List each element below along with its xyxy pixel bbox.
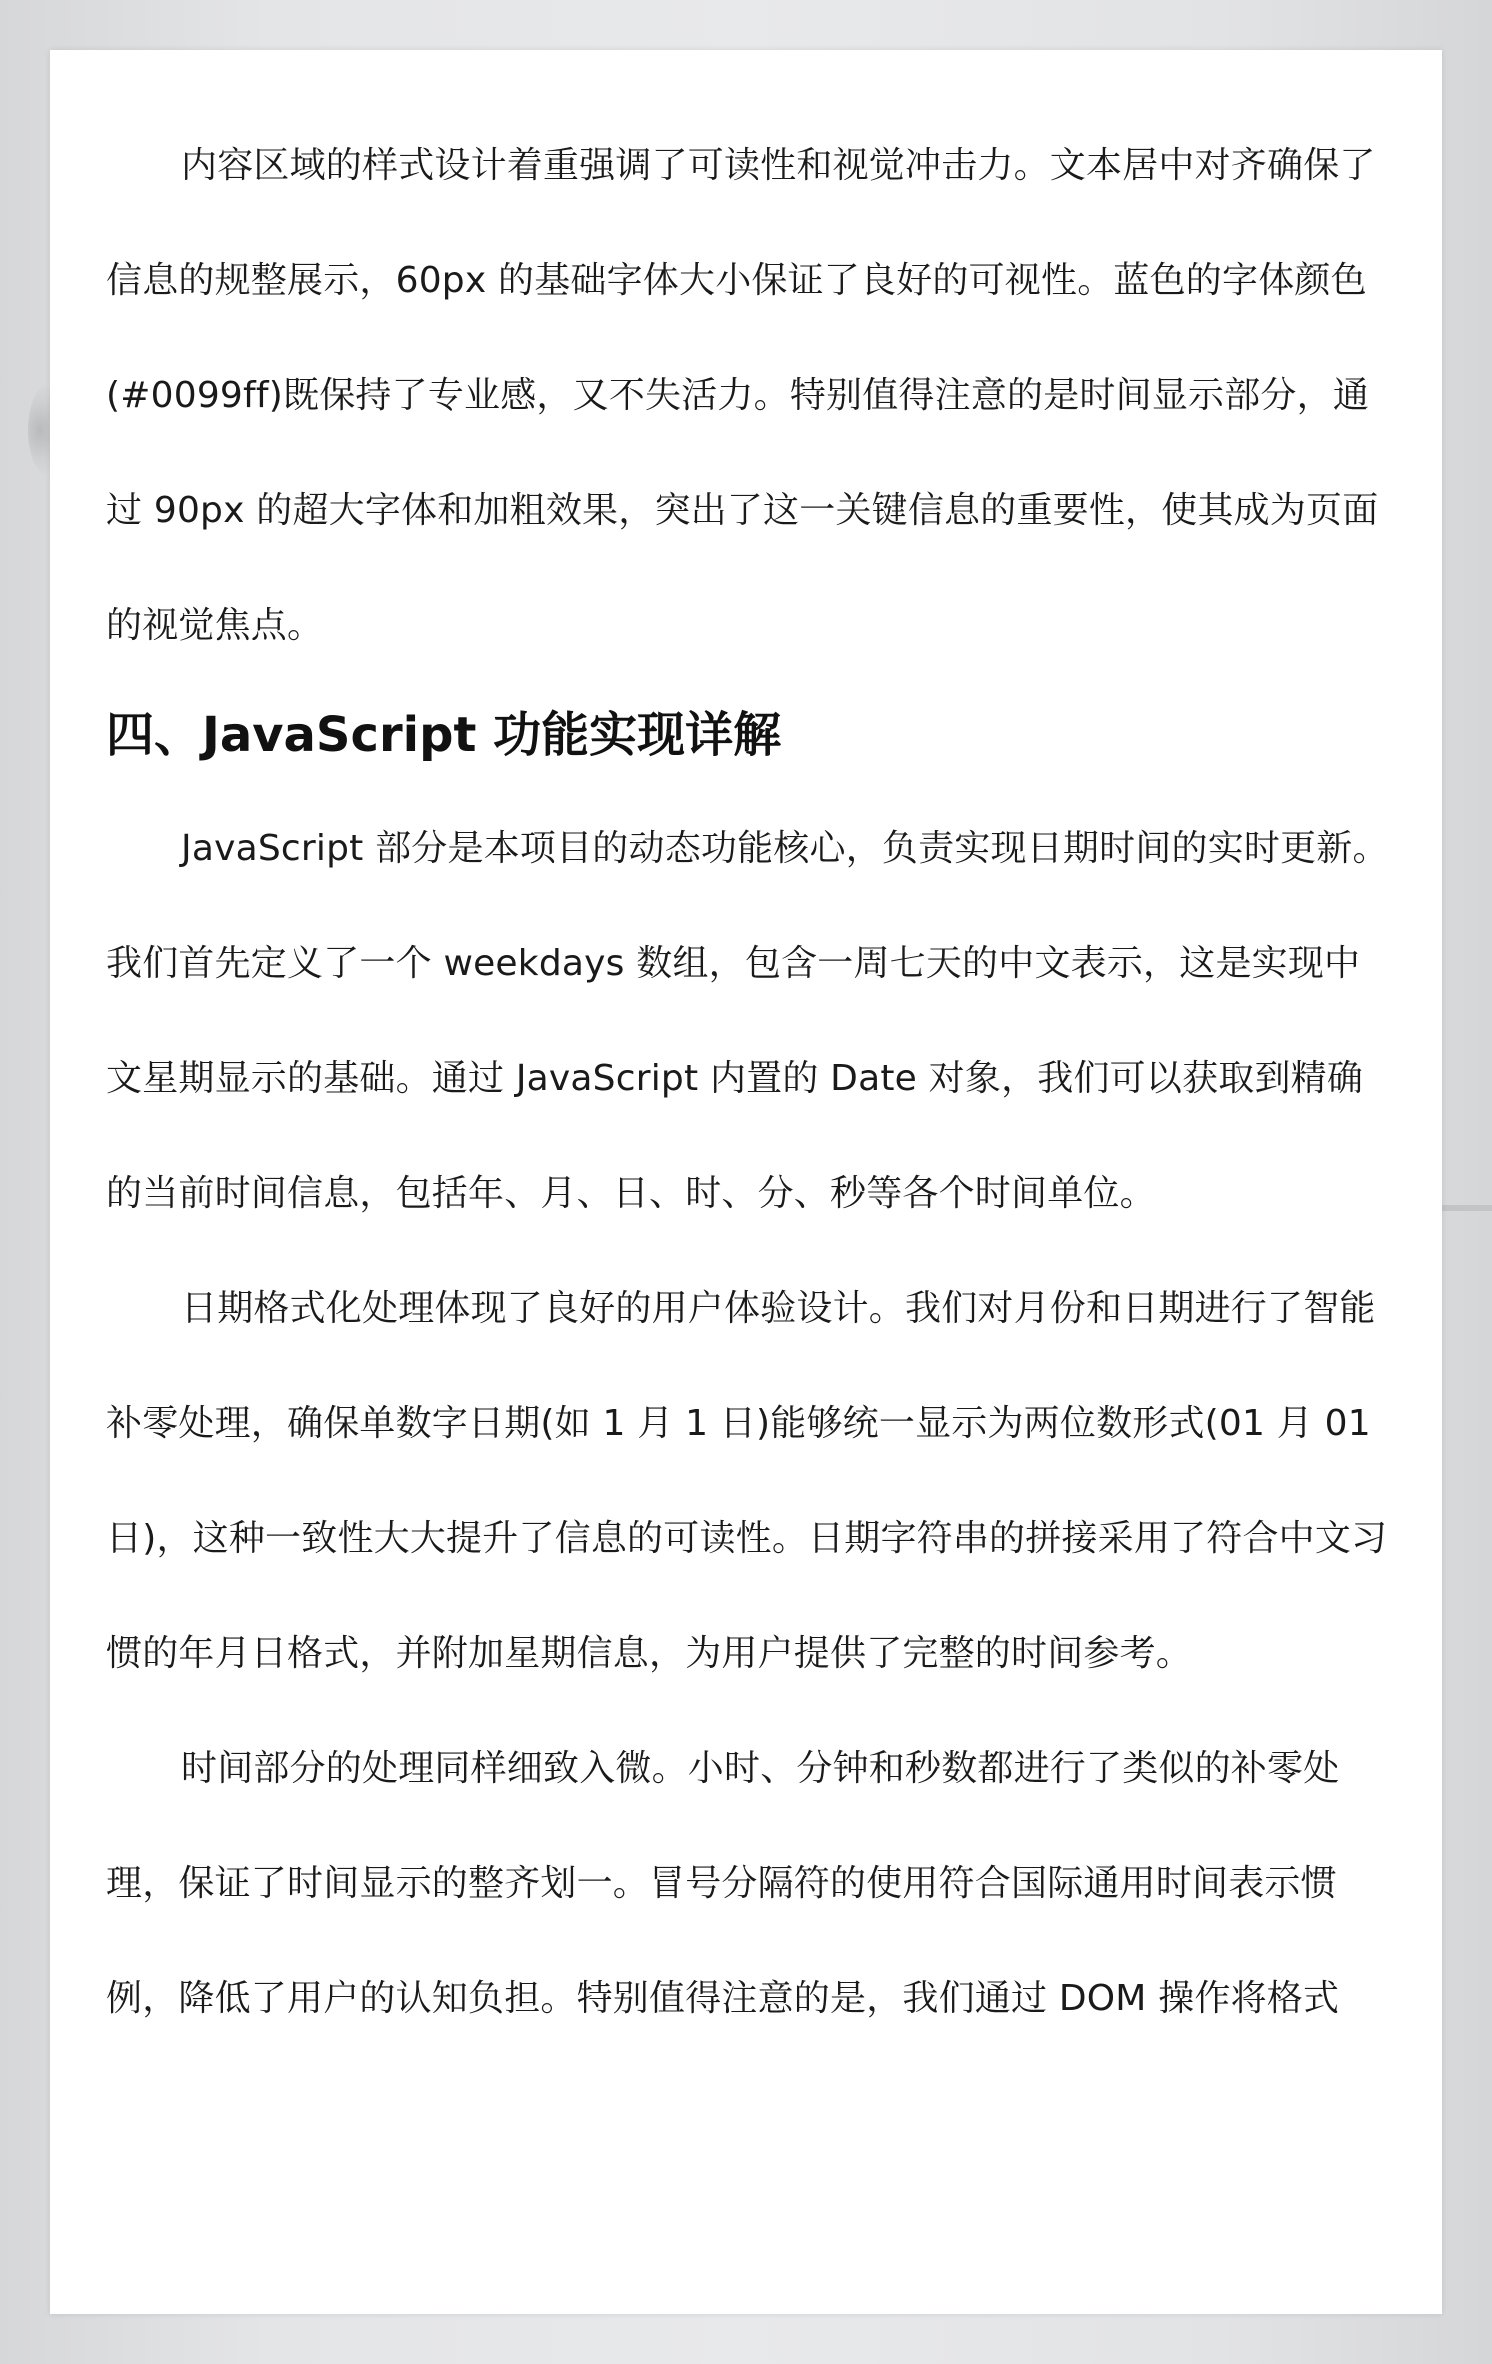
paragraph-js-core: JavaScript 部分是本项目的动态功能核心，负责实现日期时间的实时更新。我们首先定义了一个 weekdays 数组，包含一周七天的中文表示，这是实现中文星期显示的基础。通过 JavaScript 内置的 Date 对象，我们可以获取到精确的当前时间信息，包括年、月、日、时、分、秒等各个时间单位。: [106, 828, 1389, 1214]
document-content: [106, 108, 1396, 2056]
paragraph-css-styling: 内容区域的样式设计着重强调了可读性和视觉冲击力。文本居中对齐确保了信息的规整展示，60px 的基础字体大小保证了良好的可视性。蓝色的字体颜色(#0099ff)既保持了专业感，又不失活力。特别值得注意的是时间显示部分，通过 90px 的超大字体和加粗效果，突出了这一关键信息的重要性，使其成为页面的视觉焦点。: [106, 145, 1379, 646]
document-page: [50, 50, 1442, 2314]
background-edge-line: [1440, 1205, 1492, 1211]
paragraph-time-format: 时间部分的处理同样细致入微。小时、分钟和秒数都进行了类似的补零处理，保证了时间显示的整齐划一。冒号分隔符的使用符合国际通用时间表示惯例，降低了用户的认知负担。特别值得注意的是，我们通过 DOM 操作将格式: [106, 1748, 1340, 2019]
paragraph-date-format: 日期格式化处理体现了良好的用户体验设计。我们对月份和日期进行了智能补零处理，确保单数字日期(如 1 月 1 日)能够统一显示为两位数形式(01 月 01 日)，这种一致性大大提升了信息的可读性。日期字符串的拼接采用了符合中文习惯的年月日格式，并附加星期信息，为用户提供了完整的时间参考。: [106, 1288, 1388, 1674]
section-heading: 四、JavaScript 功能实现详解: [106, 707, 782, 763]
